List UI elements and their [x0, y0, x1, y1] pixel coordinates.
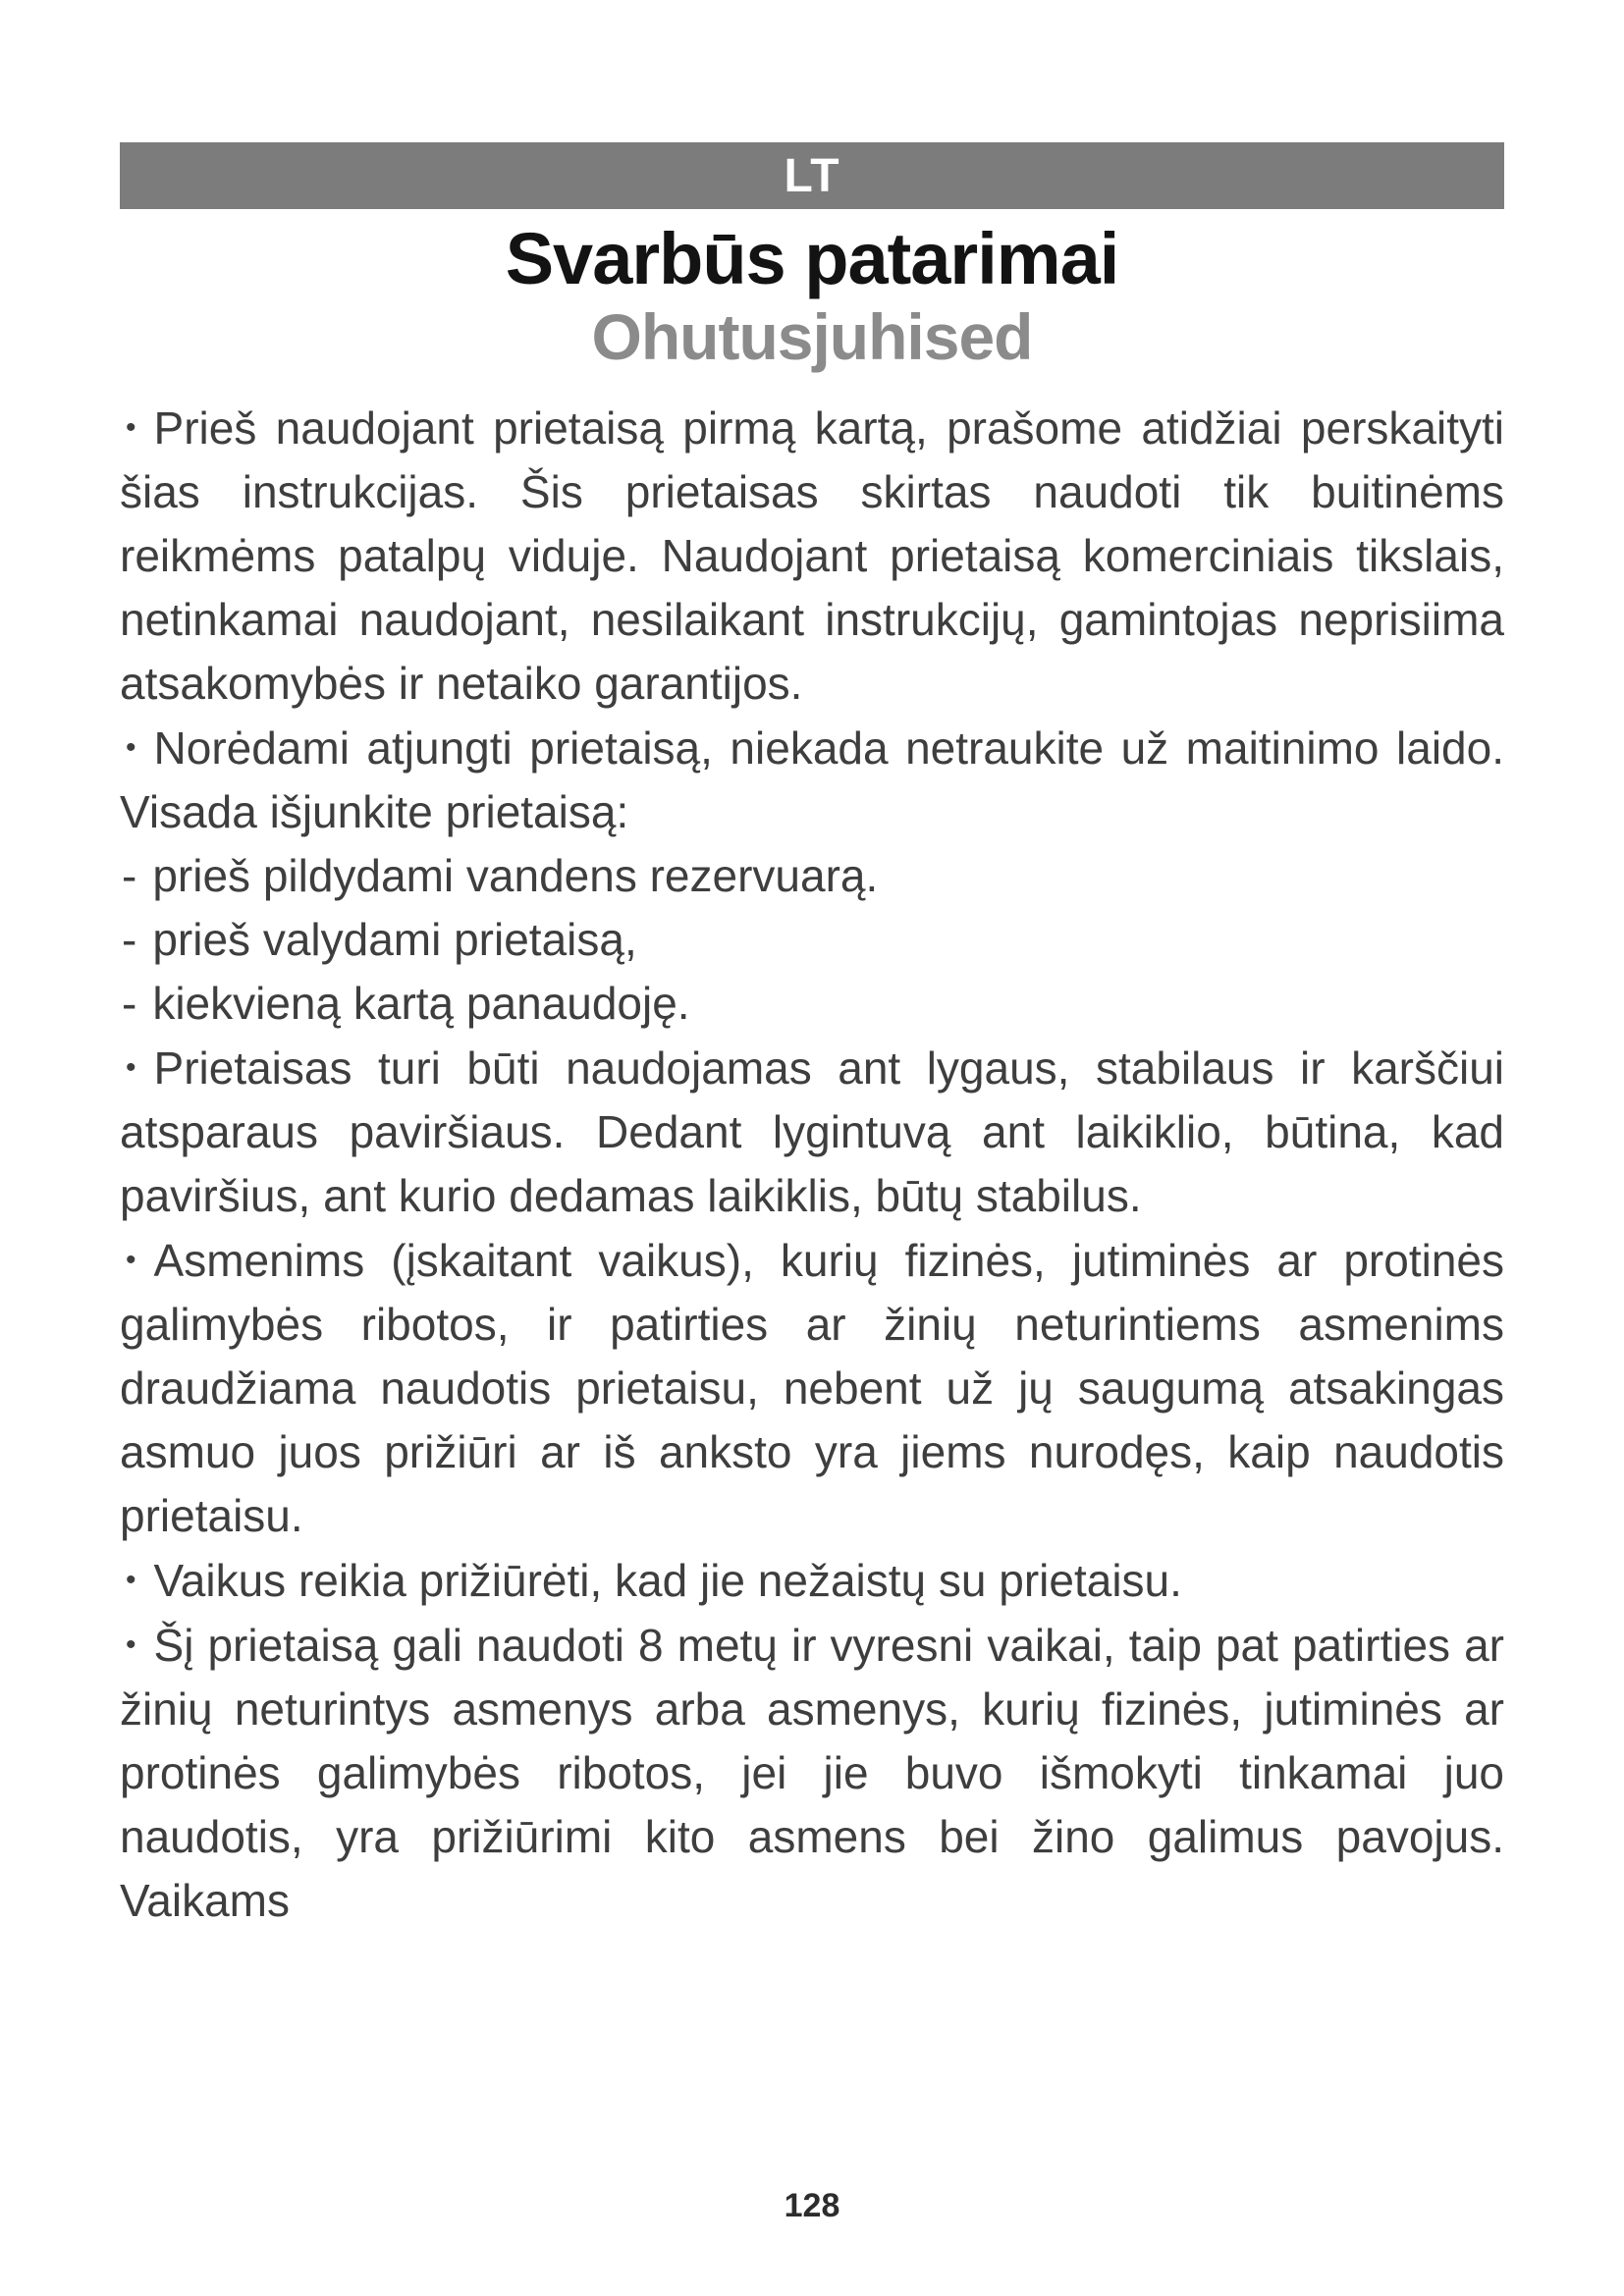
paragraph-text: Asmenims (įskaitant vaikus), kurių fizinės, jutiminės ar protinės galimybės ribotos, ir patirties ar žinių neturintiems asmenims draudžiama naudotis prietaisu, nebent už jų saugumą atsakingas asmuo juos prižiūri ar iš anksto yra jiems nurodęs, kaip naudotis prietaisu. [120, 1235, 1504, 1541]
dash-icon: - [122, 914, 137, 965]
bullet-paragraph [120, 1548, 1504, 1613]
bullet-icon: • [126, 411, 136, 444]
bullet-icon: • [126, 731, 136, 764]
bullet-paragraph [120, 1613, 1504, 1933]
page-subtitle: Ohutusjuhised [591, 300, 1033, 373]
paragraph-text: Šį prietaisą gali naudoti 8 metų ir vyresni vaikai, taip pat patirties ar žinių neturintys asmenys arba asmenys, kurių fizinės, jutiminės ar protinės galimybės ribotos, jei jie buvo išmokyti tinkamai juo naudotis, yra prižiūrimi kito asmens bei žino galimus pavojus. Vaikams [120, 1620, 1504, 1926]
bullet-icon: • [126, 1051, 136, 1084]
bullet-paragraph [120, 1036, 1504, 1228]
paragraph-text: kiekvieną kartą panaudoję. [152, 978, 690, 1029]
paragraph-text: prieš pildydami vandens rezervuarą. [152, 850, 879, 901]
language-header-bar [120, 142, 1504, 209]
page-title: Svarbūs patarimai [505, 218, 1119, 299]
dash-list-item [120, 844, 1504, 908]
paragraph-text: prieš valydami prietaisą, [152, 914, 637, 965]
page-number: 128 [784, 2187, 840, 2224]
bullet-paragraph [120, 716, 1504, 844]
dash-list-item [120, 972, 1504, 1036]
bullet-icon: • [126, 1244, 136, 1276]
language-code-label: LT [784, 149, 840, 202]
paragraph-text: Prieš naudojant prietaisą pirmą kartą, prašome atidžiai perskaityti šias instrukcijas. Šis prietaisas skirtas naudoti tik buitinėms reikmėms patalpų viduje. Naudojant prietaisą komerciniais tikslais, netinkamai naudojant, nesilaikant instrukcijų, gamintojas neprisiima atsakomybės ir netaiko garantijos. [120, 402, 1504, 709]
dash-list-item [120, 908, 1504, 972]
dash-icon: - [122, 850, 137, 901]
bullet-icon: • [126, 1629, 136, 1661]
bullet-icon: • [126, 1564, 136, 1596]
bullet-paragraph [120, 396, 1504, 716]
paragraph-text: Norėdami atjungti prietaisą, niekada netraukite už maitinimo laido. Visada išjunkite prietaisą: [120, 722, 1504, 837]
dash-icon: - [122, 978, 137, 1029]
paragraph-text: Prietaisas turi būti naudojamas ant lygaus, stabilaus ir karščiui atsparaus paviršiaus. Dedant lygintuvą ant laikiklio, būtina, kad paviršius, ant kurio dedamas laikiklis, būtų stabilus. [120, 1042, 1504, 1221]
bullet-paragraph [120, 1228, 1504, 1548]
paragraph-text: Vaikus reikia prižiūrėti, kad jie nežaistų su prietaisu. [153, 1555, 1182, 1606]
body-text [120, 396, 1504, 1933]
